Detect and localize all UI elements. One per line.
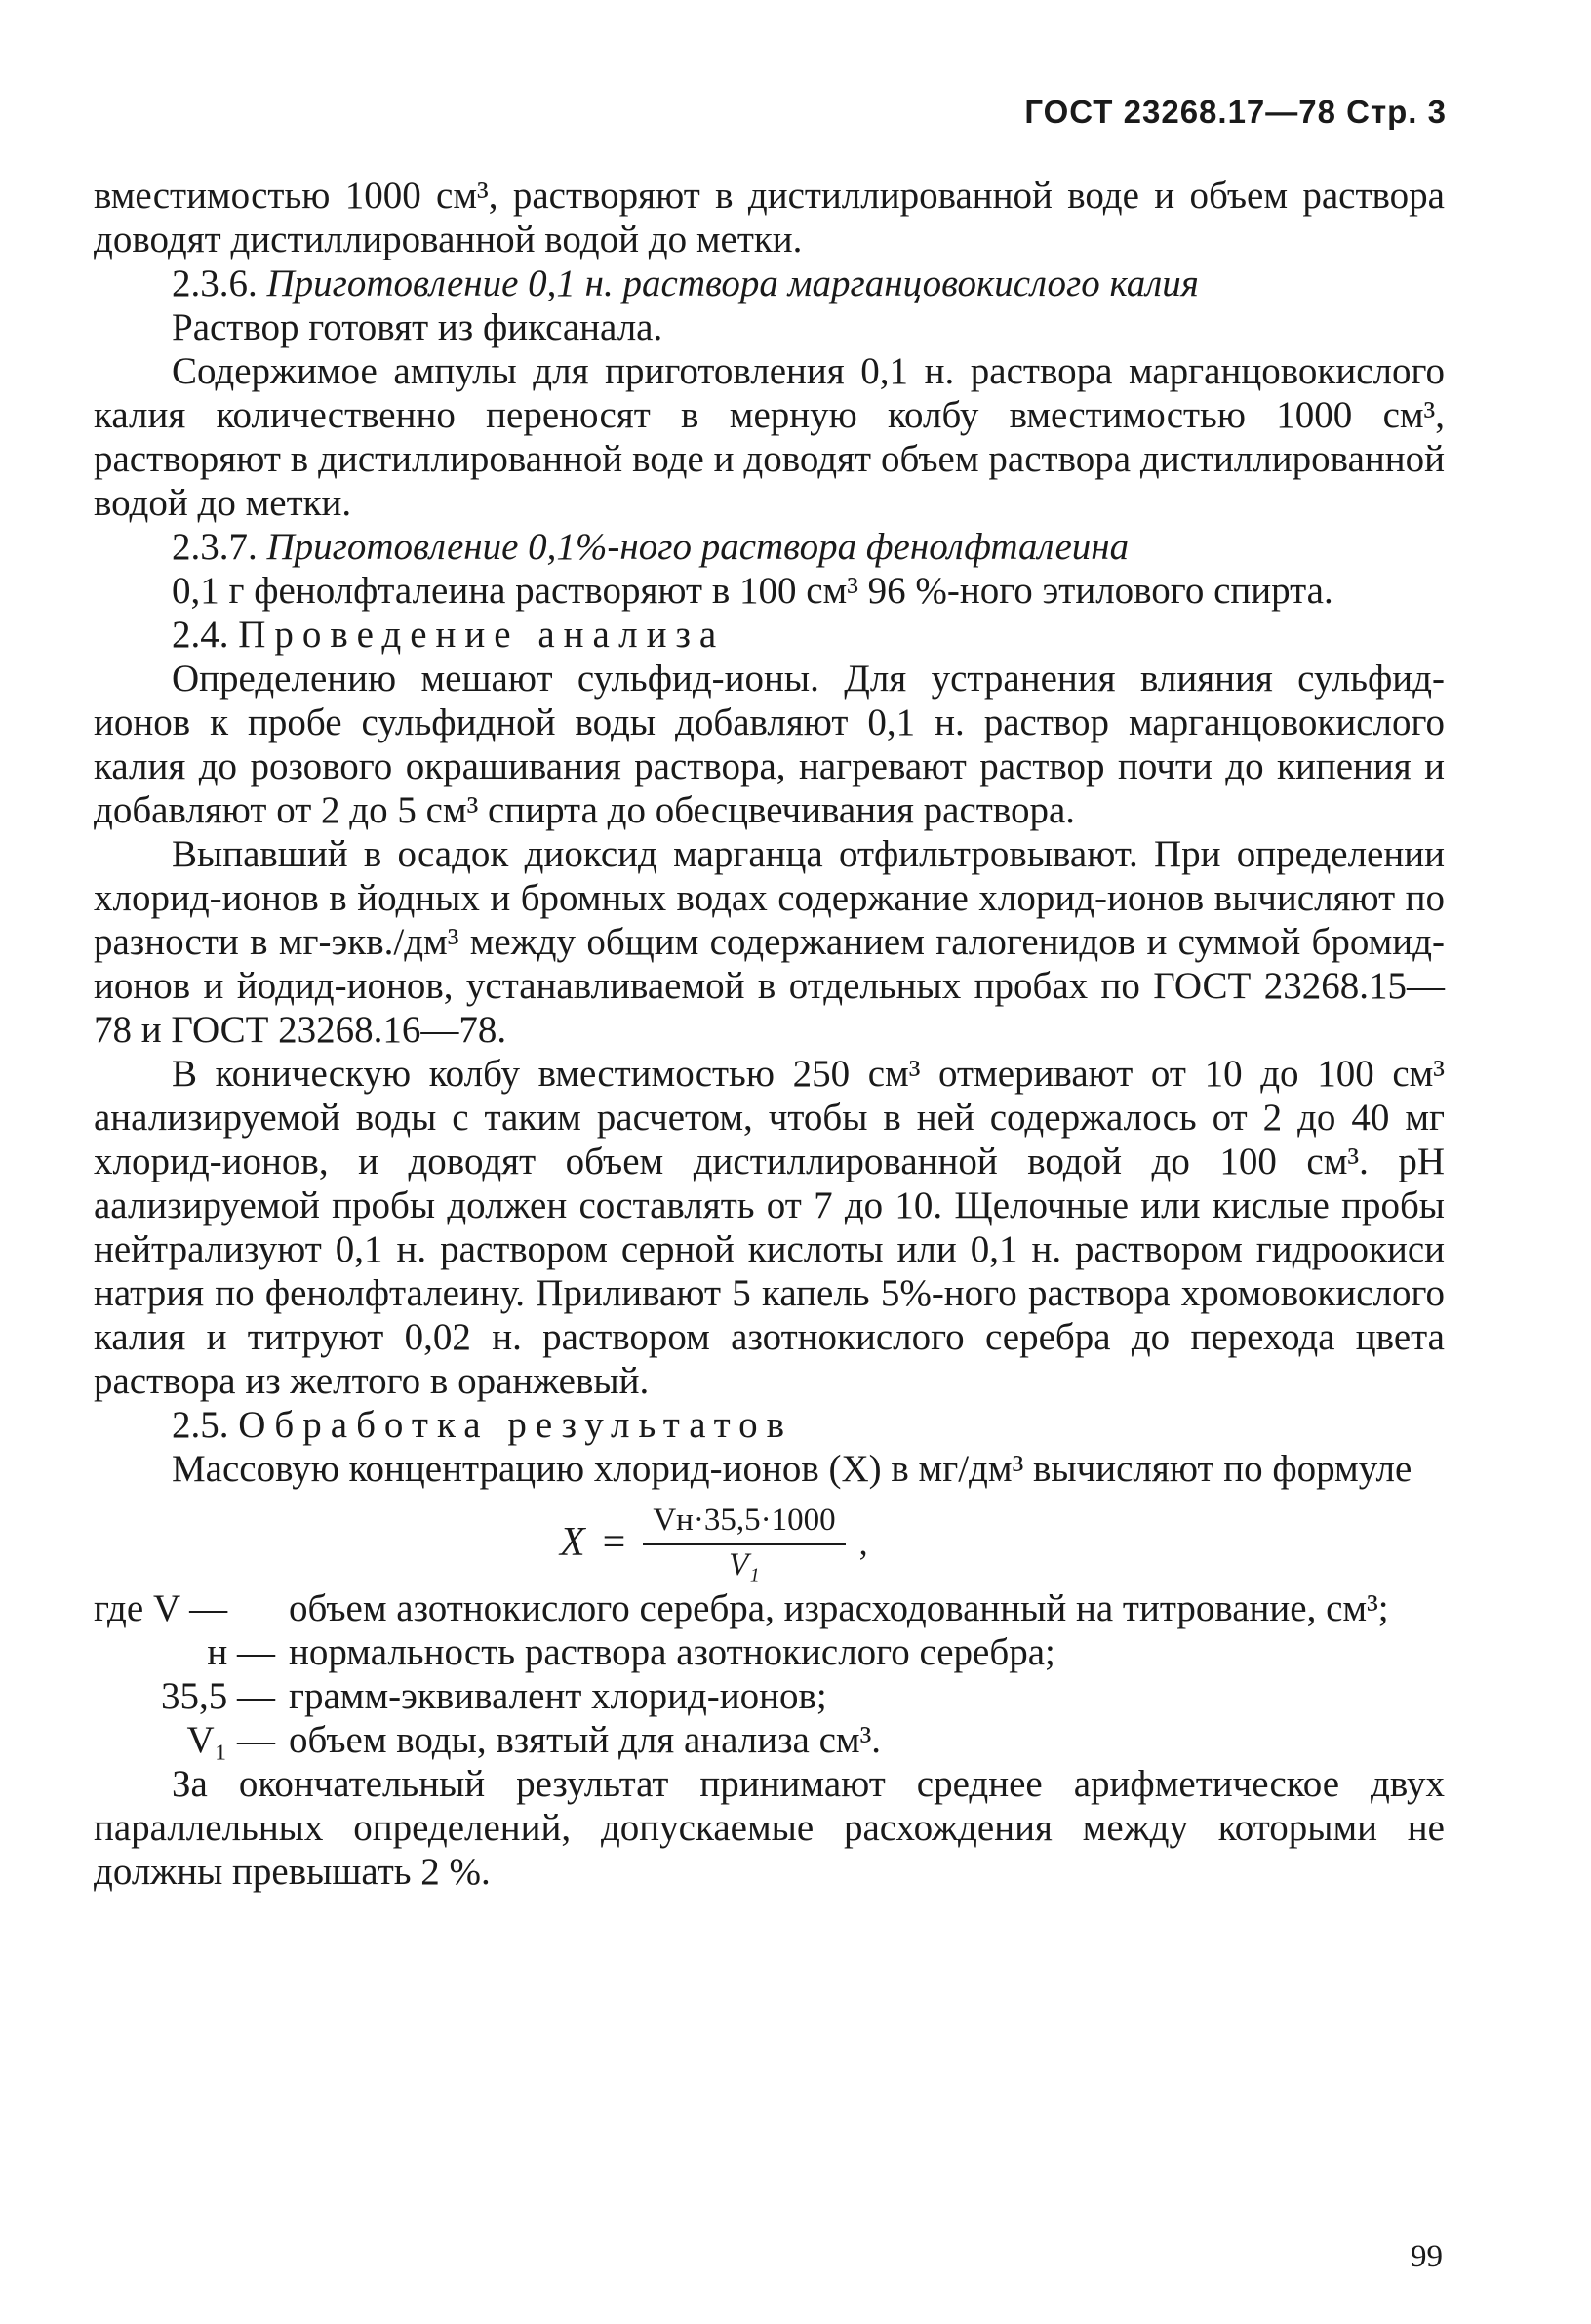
definition-label: н — bbox=[207, 1631, 275, 1673]
paragraph-continuation: вместимостью 1000 см³, растворяют в дистиллированной воде и объем раствора доводят дистиллированной водой до метки. bbox=[94, 175, 1445, 260]
section-title: Обработка результатов bbox=[238, 1404, 794, 1446]
formula-denominator: V₁ bbox=[729, 1547, 760, 1583]
section-title: Приготовление 0,1 н. раствора марганцовокислого калия bbox=[266, 262, 1199, 304]
paragraph: 0,1 г фенолфталеина растворяют в 100 см³ 96 %-ного этилового спирта. bbox=[172, 570, 1333, 612]
section-title: Проведение анализа bbox=[238, 614, 726, 656]
paragraph: Выпавший в осадок диоксид марганца отфильтровывают. При определении хлорид-ионов в йодных и бромных водах содержание хлорид-ионов вычисляют по разности в мг-экв./дм³ между общим содержанием галогенидов и суммой бромид-ионов и йодид-ионов, устанавливаемой в отдельных пробах по ГОСТ 23268.15—78 и ГОСТ 23268.16—78. bbox=[94, 833, 1445, 1051]
paragraph: В коническую колбу вместимостью 250 см³ отмеривают от 10 до 100 см³ анализируемой воды с таким расчетом, чтобы в ней содержалось от 2 до 40 мг хлорид-ионов, и доводят объем дистиллированной водой до 100 см³. pH аализируемой пробы должен составлять от 7 до 10. Щелочные или кислые пробы нейтрализуют 0,1 н. раствором серной кислоты или 0,1 н. раствором гидроокиси натрия по фенолфталеину. Приливают 5 капель 5%-ного раствора хромовокислого калия и титруют 0,02 н. раствором азотнокислого серебра до перехода цвета раствора из желтого в оранжевый. bbox=[94, 1053, 1445, 1402]
section-number: 2.3.7. bbox=[172, 526, 258, 568]
definition-text: объем воды, взятый для анализа см³. bbox=[289, 1719, 882, 1761]
definition-text: нормальность раствора азотнокислого серебра; bbox=[289, 1631, 1055, 1673]
section-number: 2.3.6. bbox=[172, 262, 258, 304]
section-heading-2-3-6 bbox=[94, 261, 1445, 305]
section-heading-2-4 bbox=[94, 613, 1445, 657]
closing-paragraph: За окончательный результат принимают среднее арифметическое двух параллельных определений, допускаемые расхождения между которыми не должны превышать 2 %. bbox=[94, 1763, 1445, 1893]
running-header: ГОСТ 23268.17—78 Стр. 3 bbox=[1024, 94, 1447, 130]
variable-definitions bbox=[94, 1586, 1445, 1762]
document-body bbox=[94, 174, 1445, 1894]
section-heading-2-3-7 bbox=[94, 525, 1445, 569]
formula-numerator: Vн·35,5·1000 bbox=[643, 1501, 845, 1545]
formula-block bbox=[94, 1491, 1445, 1586]
page-number: 99 bbox=[1411, 2239, 1443, 2274]
definition-label: V₁ — bbox=[186, 1719, 275, 1761]
definition-text: грамм-эквивалент хлорид-ионов; bbox=[289, 1675, 827, 1717]
paragraph: Определению мешают сульфид-ионы. Для устранения влияния сульфид-ионов к пробе сульфидной воды добавляют 0,1 н. раствор марганцовокислого калия до розового окрашивания раствора, нагревают раствор почти до кипения и добавляют от 2 до 5 см³ спирта до обесцвечивания раствора. bbox=[94, 658, 1445, 831]
section-number: 2.4. bbox=[172, 614, 229, 656]
formula bbox=[560, 1501, 868, 1584]
paragraph: Раствор готовят из фиксанала. bbox=[172, 306, 663, 348]
definition-text: объем азотнокислого серебра, израсходованный на титрование, см³; bbox=[289, 1587, 1389, 1629]
definition-label: где V — bbox=[94, 1587, 228, 1629]
formula-lhs: X bbox=[560, 1519, 585, 1565]
formula-equals: = bbox=[602, 1519, 626, 1565]
paragraph: Массовую концентрацию хлорид-ионов (X) в мг/дм³ вычисляют по формуле bbox=[172, 1448, 1412, 1490]
section-title: Приготовление 0,1%-ного раствора фенолфталеина bbox=[266, 526, 1130, 568]
paragraph: Содержимое ампулы для приготовления 0,1 н. раствора марганцовокислого калия количественно переносят в мерную колбу вместимостью 1000 см³, растворяют в дистиллированной воде и доводят объем раствора дистиллированной водой до метки. bbox=[94, 350, 1445, 524]
formula-trailing-comma: , bbox=[858, 1522, 868, 1562]
section-number: 2.5. bbox=[172, 1404, 229, 1446]
formula-fraction bbox=[643, 1501, 845, 1584]
definition-label: 35,5 — bbox=[161, 1675, 275, 1717]
section-heading-2-5 bbox=[94, 1403, 1445, 1447]
